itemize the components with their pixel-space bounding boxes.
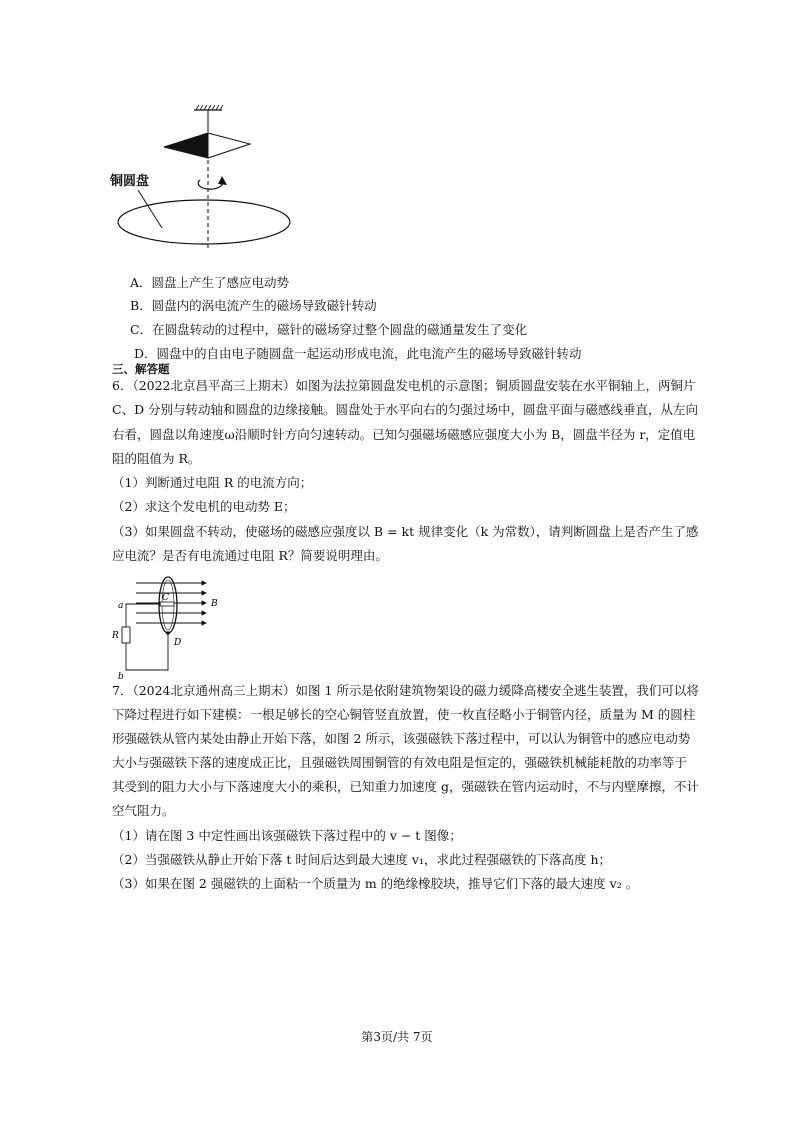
q6-part-1: （1）判断通过电阻 R 的电流方向；	[112, 475, 313, 490]
q7-part-2: （2）当强磁铁从静止开始下落 t 时间后达到最大速度 v₁，求此过程强磁铁的下落高度 h；	[112, 852, 611, 867]
q7-line-5: 其受到的阻力大小与下落速度大小的乘积，已知重力加速度 g，强磁铁在管内运动时，不与内壁摩擦，不计	[112, 779, 699, 794]
page-number: 第3页/共 7页	[361, 1030, 433, 1044]
label-field-b: B	[211, 599, 218, 609]
label-a: a	[118, 601, 124, 611]
q7-line-6: 空气阻力。	[112, 803, 175, 818]
label-d: D	[174, 638, 182, 648]
q6-line-1: 6．（2022北京昌平高三上期末）如图为法拉第圆盘发电机的示意图；铜质圆盘安装在水平铜轴上，两铜片	[112, 378, 696, 393]
q7-part-3: （3）如果在图 2 强磁铁的上面粘一个质量为 m 的绝缘橡胶块，推导它们下落的最大速度 v₂ 。	[112, 876, 639, 891]
label-c: C	[162, 593, 169, 603]
q6-line-2: C、D 分别与转动轴和圆盘的边缘接触。圆盘处于水平向右的匀强过场中，圆盘平面与磁感线垂直，从左向	[112, 402, 699, 417]
disk-label: 铜圆盘	[110, 174, 150, 189]
faraday-disk-diagram	[108, 575, 233, 680]
q6-line-3: 右看，圆盘以角速度ω沿顺时针方向匀速转动。已知匀强磁场磁感应强度大小为 B，圆盘半径为 r，定值电	[112, 427, 696, 442]
q7-line-3: 形强磁铁从管内某处由静止开始下落，如图 2 所示，该强磁铁下落过程中，可以认为铜管中的感应电动势	[112, 731, 691, 746]
copper-disk-figure	[108, 100, 308, 250]
faraday-disk-figure	[108, 575, 233, 680]
option-c: C．在圆盘转动的过程中，磁针的磁场穿过整个圆盘的磁通量发生了变化	[130, 322, 528, 337]
option-a: A．圆盘上产生了感应电动势	[130, 275, 290, 290]
q7-line-1: 7．（2024北京通州高三上期末）如图 1 所示是依附建筑物架设的磁力缓降高楼安全逃生装置，我们可以将	[112, 683, 699, 698]
label-r: R	[112, 631, 119, 641]
q6-part-3: （3）如果圆盘不转动，使磁场的磁感应强度以 B = kt 规律变化（k 为常数），请判断圆盘上是否产生了感	[112, 524, 699, 539]
q6-part-2: （2）求这个发电机的电动势 E；	[112, 499, 296, 514]
q7-line-4: 大小与强磁铁下落的速度成正比，且强磁铁周围铜管的有效电阻是恒定的，强磁铁机械能耗散的功率等于	[112, 755, 688, 770]
option-d: D．圆盘中的自由电子随圆盘一起运动形成电流，此电流产生的磁场导致磁针转动	[134, 346, 582, 361]
q6-part-4: 应电流？是否有电流通过电阻 R？简要说明理由。	[112, 548, 388, 563]
q7-part-1: （1）请在图 3 中定性画出该强磁铁下落过程中的 v − t 图像；	[112, 828, 462, 843]
label-b: b	[118, 672, 124, 680]
q7-line-2: 下降过程进行如下建模：一根足够长的空心铜管竖直放置，使一枚直径略小于铜管内径，质量为 M 的圆柱	[112, 707, 696, 722]
section-title: 三、解答题	[112, 362, 170, 376]
q6-line-4: 阻的阻值为 R。	[112, 451, 201, 466]
option-b: B．圆盘内的涡电流产生的磁场导致磁针转动	[130, 298, 377, 313]
